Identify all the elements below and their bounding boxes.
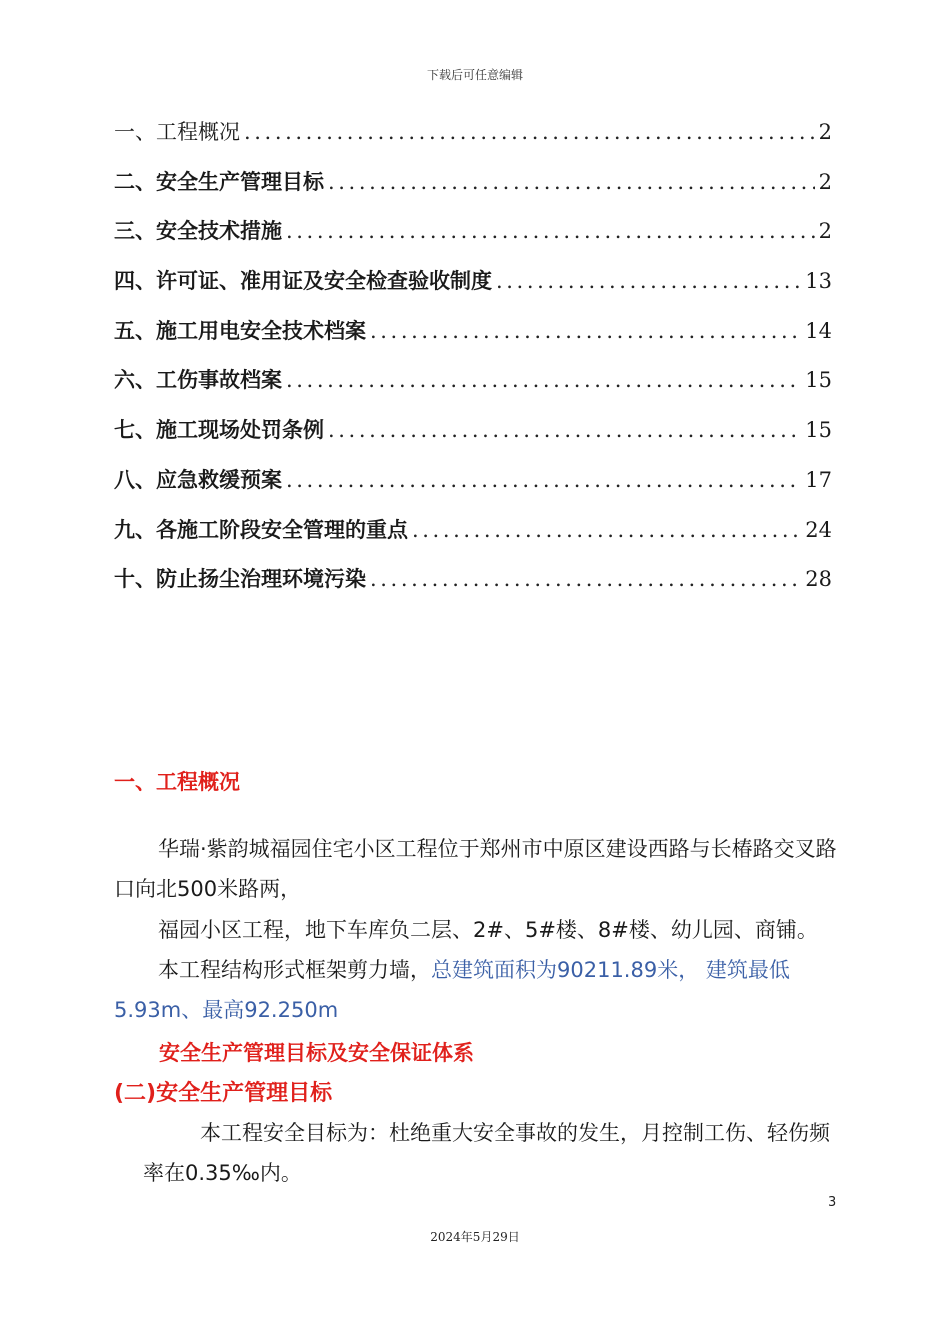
toc-leader-dots (370, 319, 801, 343)
toc-entry-title: 十、防止扬尘治理环境污染 (114, 567, 366, 592)
overview-paragraph-location: 华瑞·紫韵城福园住宅小区工程位于郑州市中原区建设西路与长椿路交叉路口向北500米路两， (114, 837, 837, 901)
safety-goal-paragraph: 本工程安全目标为：杜绝重大安全事故的发生，月控制工伤、轻伤频率在0.35‰内。 (143, 1121, 830, 1185)
toc-leader-dots (328, 418, 801, 442)
toc-entry-page: 24 (805, 517, 832, 542)
toc-entry-title: 四、许可证、准用证及安全检查验收制度 (114, 269, 492, 294)
section-heading-overview: 一、工程概况 (114, 770, 240, 794)
section-heading-safety-goals: 安全生产管理目标及安全保证体系 (159, 1041, 474, 1065)
toc-entry-title: 二、安全生产管理目标 (114, 169, 324, 194)
toc-entry-page: 17 (805, 467, 832, 492)
toc-entry[interactable] (114, 315, 832, 365)
overview-paragraph-structure (114, 950, 844, 1030)
toc-entry-page: 2 (818, 219, 832, 244)
toc-leader-dots (328, 170, 815, 194)
structure-text: 本工程结构形式框架剪力墙， (158, 958, 431, 982)
toc-entry-title: 七、施工现场处罚条例 (114, 418, 324, 443)
toc-entry-title: 八、应急救缓预案 (114, 467, 282, 492)
page-number: 3 (828, 1195, 837, 1210)
toc-entry-page: 2 (818, 120, 832, 144)
toc-entry-page: 15 (805, 418, 832, 443)
toc-entry-page: 13 (805, 269, 832, 294)
toc-entry-page: 2 (818, 169, 832, 194)
header-note: 下载后可任意编辑 (426, 68, 523, 82)
toc-entry-page: 14 (805, 318, 832, 343)
toc-entry-title: 五、施工用电安全技术档案 (114, 318, 366, 343)
toc-entry-title: 九、各施工阶段安全管理的重点 (114, 517, 408, 542)
footer-date: 2024年5月29日 (430, 1230, 520, 1244)
toc-leader-dots (496, 269, 801, 293)
table-of-contents (114, 116, 832, 613)
toc-entry[interactable] (114, 364, 832, 414)
toc-entry-title: 一、工程概况 (114, 120, 240, 144)
overview-paragraph-buildings: 福园小区工程，地下车库负二层、2#、5#楼、8#楼、幼儿园、商铺。 (158, 918, 818, 942)
toc-entry-page: 15 (805, 368, 832, 393)
toc-entry[interactable] (114, 414, 832, 464)
toc-entry[interactable] (114, 514, 832, 564)
toc-entry[interactable] (114, 464, 832, 514)
toc-leader-dots (412, 518, 801, 542)
toc-entry[interactable] (114, 265, 832, 315)
toc-leader-dots (286, 368, 801, 392)
toc-entry[interactable] (114, 215, 832, 265)
subsection-heading-safety-goals: (二)安全生产管理目标 (114, 1081, 333, 1106)
toc-entry[interactable] (114, 563, 832, 613)
toc-entry[interactable] (114, 166, 832, 216)
toc-leader-dots (244, 120, 815, 144)
toc-leader-dots (286, 468, 801, 492)
toc-leader-dots (370, 567, 801, 591)
toc-entry[interactable] (114, 116, 832, 166)
toc-entry-page: 28 (805, 567, 832, 592)
area-height-text: 总建筑面积为90211.89米， 建筑最低5.93m、最高92.250m (114, 958, 790, 1022)
toc-leader-dots (286, 219, 815, 243)
toc-entry-title: 六、工伤事故档案 (114, 368, 282, 393)
toc-entry-title: 三、安全技术措施 (114, 219, 282, 244)
